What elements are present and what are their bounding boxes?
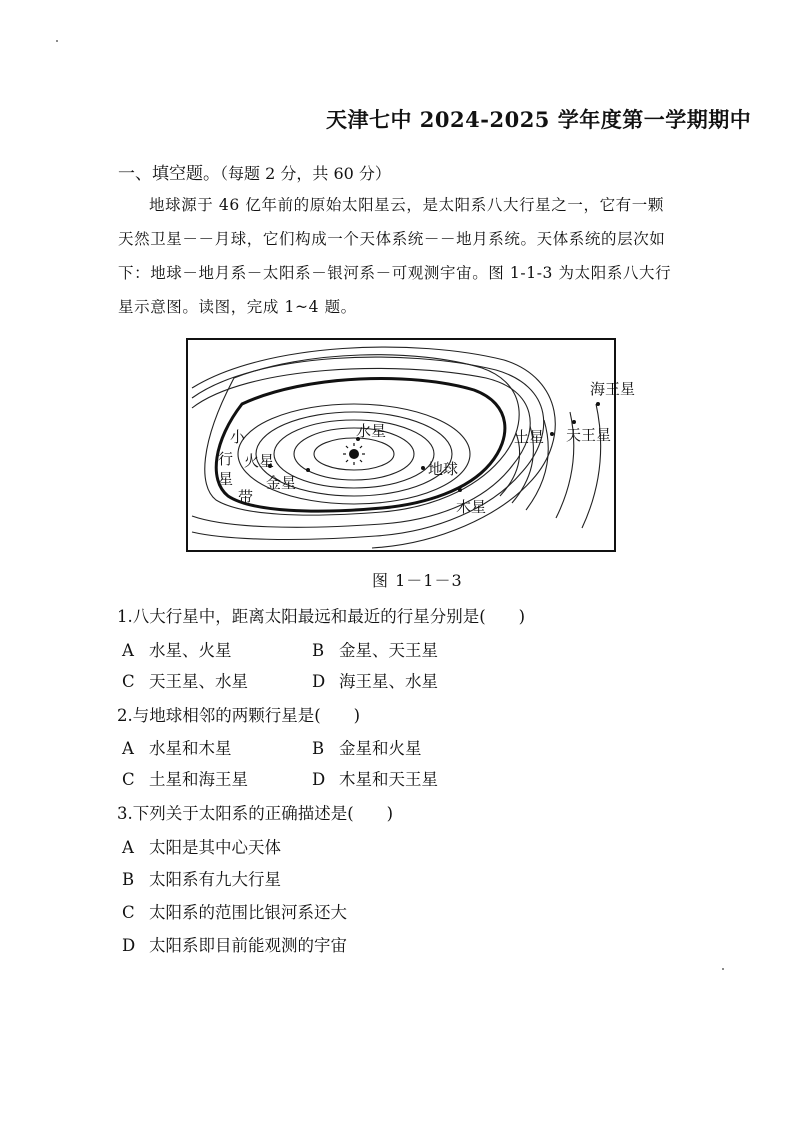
option-text: 水星和木星 — [149, 739, 232, 758]
label-neptune: 海王星 — [590, 380, 636, 398]
option-text: 土星和海王星 — [149, 770, 248, 789]
option-text: 木星和天王星 — [339, 770, 438, 789]
option-letter: A — [122, 838, 134, 857]
question-option[interactable] — [122, 866, 281, 890]
option-letter: D — [312, 672, 326, 691]
section-score-note: （每题 2 分，共 60 分） — [220, 164, 391, 183]
option-text: 金星和火星 — [339, 739, 422, 758]
label-asteroid-belt-char: 小 — [230, 428, 246, 446]
option-letter: C — [122, 903, 135, 922]
option-text: 太阳系即目前能观测的宇宙 — [149, 936, 347, 955]
reading-passage — [118, 188, 718, 324]
option-text: 海王星、水星 — [339, 672, 438, 691]
scan-speck — [722, 968, 724, 970]
question-option[interactable] — [122, 637, 232, 661]
label-jupiter: 木星 — [456, 498, 487, 516]
option-letter: B — [122, 870, 135, 889]
venus-dot — [306, 468, 310, 472]
question-option[interactable] — [122, 766, 248, 790]
option-letter: B — [312, 739, 325, 758]
question-option[interactable] — [122, 735, 232, 759]
label-mars: 火星 — [244, 452, 275, 470]
question-option[interactable] — [312, 735, 422, 759]
label-asteroid-belt-char: 星 — [218, 470, 234, 488]
question-stem: 3.下列关于太阳系的正确描述是( ) — [117, 804, 394, 823]
section-heading-text: 一、填空题。 — [118, 164, 220, 184]
option-letter: D — [122, 936, 136, 955]
figure-caption: 图 1－1－3 — [372, 571, 463, 590]
option-letter: A — [122, 739, 134, 758]
jupiter-dot — [458, 488, 462, 492]
question-option[interactable] — [122, 834, 281, 858]
scan-speck — [56, 40, 58, 42]
option-text: 太阳是其中心天体 — [149, 838, 281, 857]
section-heading — [118, 159, 391, 184]
label-uranus: 天王星 — [566, 426, 612, 444]
option-letter: B — [312, 641, 325, 660]
option-text: 水星、火星 — [149, 641, 232, 660]
label-saturn: 土星 — [514, 428, 545, 446]
neptune-dot — [596, 402, 600, 406]
earth-dot — [421, 466, 425, 470]
question-option[interactable] — [122, 932, 347, 956]
uranus-dot — [572, 420, 576, 424]
question-option[interactable] — [312, 668, 438, 692]
label-earth: 地球 — [428, 460, 459, 478]
label-asteroid-belt-char: 带 — [238, 488, 254, 506]
question-option[interactable] — [122, 899, 347, 923]
question-option[interactable] — [312, 766, 438, 790]
exam-title: 天津七中 2024-2025 学年度第一学期期中 — [326, 107, 752, 132]
label-asteroid-belt-char: 行 — [218, 450, 234, 468]
option-letter: C — [122, 672, 135, 691]
passage-line: 地球源于 46 亿年前的原始太阳星云，是太阳系八大行星之一，它有一颗 — [149, 196, 664, 214]
label-venus: 金星 — [266, 474, 297, 492]
label-mercury: 水星 — [356, 422, 387, 440]
diagram-frame — [187, 339, 615, 551]
option-letter: D — [312, 770, 326, 789]
question-stem: 2.与地球相邻的两颗行星是( ) — [117, 706, 361, 725]
option-text: 太阳系的范围比银河系还大 — [149, 903, 347, 922]
passage-line: 天然卫星－－月球，它们构成一个天体系统－－地月系统。天体系统的层次如 — [118, 230, 666, 248]
option-text: 金星、天王星 — [339, 641, 438, 660]
question-option[interactable] — [312, 637, 438, 661]
option-text: 太阳系有九大行星 — [149, 870, 281, 889]
question-stem: 1.八大行星中，距离太阳最远和最近的行星分别是( ) — [117, 607, 526, 626]
passage-line: 下：地球－地月系－太阳系－银河系－可观测宇宙。图 1-1-3 为太阳系八大行 — [118, 264, 672, 282]
option-text: 天王星、水星 — [149, 672, 248, 691]
saturn-dot — [550, 432, 554, 436]
passage-line: 星示意图。读图，完成 1~4 题。 — [118, 298, 357, 316]
option-letter: A — [122, 641, 134, 660]
question-option[interactable] — [122, 668, 248, 692]
option-letter: C — [122, 770, 135, 789]
solar-system-diagram — [186, 338, 636, 552]
